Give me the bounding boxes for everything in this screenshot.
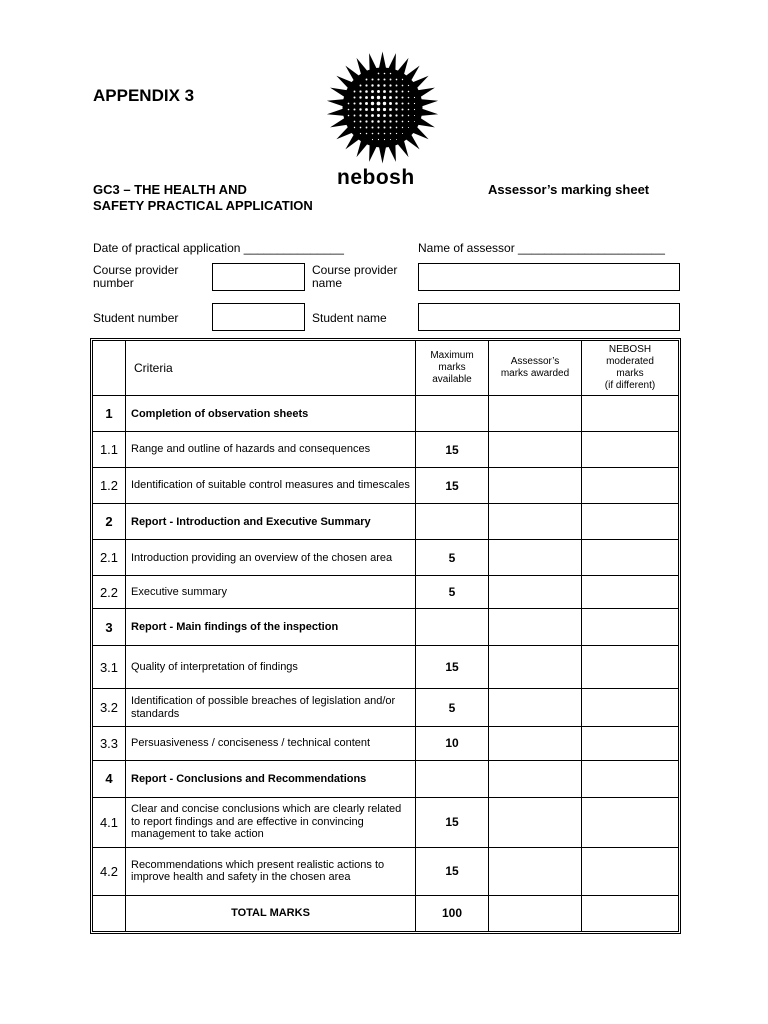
table-row <box>93 432 679 468</box>
row-number: 3.1 <box>93 646 126 689</box>
row-number: 1 <box>93 396 126 432</box>
row-nebosh-marks-cell[interactable] <box>582 797 679 847</box>
assessor-blank-line[interactable]: ______________________ <box>518 241 665 255</box>
header-max-marks <box>416 341 489 396</box>
provider-name-label-line-1: Course provider <box>312 263 398 277</box>
row-assessor-marks-cell[interactable] <box>489 468 582 504</box>
table-row <box>93 396 679 432</box>
row-assessor-marks-cell[interactable] <box>489 504 582 540</box>
header-assessor-line-2: marks awarded <box>500 368 570 380</box>
table-row <box>93 576 679 609</box>
row-max-marks: 15 <box>416 432 489 468</box>
header-max-line-3: available <box>432 374 472 386</box>
row-nebosh-marks-cell[interactable] <box>582 847 679 895</box>
provider-number-label-line-2: number <box>93 276 134 290</box>
table-row <box>93 504 679 540</box>
course-title <box>93 182 313 214</box>
table-row <box>93 609 679 646</box>
course-title-line-2: SAFETY PRACTICAL APPLICATION <box>93 198 313 213</box>
table-row <box>93 797 679 847</box>
row-assessor-marks-cell[interactable] <box>489 576 582 609</box>
row-nebosh-marks-cell[interactable] <box>582 726 679 760</box>
table-row <box>93 760 679 797</box>
row-number: 3 <box>93 609 126 646</box>
total-assessor-marks-cell[interactable] <box>489 895 582 931</box>
course-title-line-1: GC3 – THE HEALTH AND <box>93 182 247 197</box>
row-assessor-marks-cell[interactable] <box>489 797 582 847</box>
row-criteria: Range and outline of hazards and consequences <box>126 432 416 468</box>
table-row <box>93 726 679 760</box>
row-number: 2.1 <box>93 540 126 576</box>
row-assessor-marks-cell[interactable] <box>489 396 582 432</box>
row-nebosh-marks-cell[interactable] <box>582 609 679 646</box>
row-max-marks: 10 <box>416 726 489 760</box>
row-assessor-marks-cell[interactable] <box>489 726 582 760</box>
header-criteria: Criteria <box>126 341 416 396</box>
row-criteria: Recommendations which present realistic actions to improve health and safety in the chosen area <box>126 847 416 895</box>
row-criteria: Identification of possible breaches of legislation and/or standards <box>126 689 416 726</box>
row-number: 2 <box>93 504 126 540</box>
header-number-cell <box>93 341 126 396</box>
student-name-label: Student name <box>312 311 387 325</box>
row-criteria: Report - Main findings of the inspection <box>126 609 416 646</box>
row-max-marks <box>416 609 489 646</box>
row-assessor-marks-cell[interactable] <box>489 847 582 895</box>
date-field[interactable] <box>93 241 344 255</box>
brand-wordmark: nebosh <box>337 166 415 189</box>
provider-name-label <box>312 264 397 290</box>
row-assessor-marks-cell[interactable] <box>489 689 582 726</box>
date-blank-line[interactable]: _______________ <box>243 241 344 255</box>
sheet-title: Assessor’s marking sheet <box>488 182 650 197</box>
date-label: Date of practical application <box>93 241 241 255</box>
row-criteria: Report - Introduction and Executive Summary <box>126 504 416 540</box>
provider-number-label-line-1: Course provider <box>93 263 179 277</box>
row-assessor-marks-cell[interactable] <box>489 432 582 468</box>
row-nebosh-marks-cell[interactable] <box>582 396 679 432</box>
row-criteria: Introduction providing an overview of the chosen area <box>126 540 416 576</box>
row-number: 4.2 <box>93 847 126 895</box>
assessor-field[interactable] <box>418 241 665 255</box>
row-criteria: Completion of observation sheets <box>126 396 416 432</box>
row-nebosh-marks-cell[interactable] <box>582 576 679 609</box>
row-max-marks: 15 <box>416 468 489 504</box>
row-max-marks <box>416 760 489 797</box>
header-max-line-2: marks <box>438 362 466 374</box>
row-assessor-marks-cell[interactable] <box>489 540 582 576</box>
provider-number-box[interactable] <box>212 263 305 291</box>
row-nebosh-marks-cell[interactable] <box>582 504 679 540</box>
row-number: 4.1 <box>93 797 126 847</box>
row-max-marks: 15 <box>416 797 489 847</box>
provider-name-box[interactable] <box>418 263 680 291</box>
student-number-label: Student number <box>93 311 179 325</box>
row-max-marks <box>416 396 489 432</box>
header-assessor-line-1: Assessor’s <box>510 356 560 368</box>
total-max-marks: 100 <box>416 895 489 931</box>
row-criteria: Report - Conclusions and Recommendations <box>126 760 416 797</box>
appendix-title: APPENDIX 3 <box>93 86 195 105</box>
nebosh-sunburst-logo <box>325 50 440 165</box>
row-criteria: Clear and concise conclusions which are clearly related to report findings and are effective in convincing management to take action <box>126 797 416 847</box>
row-nebosh-marks-cell[interactable] <box>582 646 679 689</box>
row-number: 2.2 <box>93 576 126 609</box>
row-number: 4 <box>93 760 126 797</box>
header-nebosh-line-2: moderated <box>606 356 654 368</box>
total-row <box>93 895 679 931</box>
row-max-marks: 5 <box>416 576 489 609</box>
header-nebosh-marks <box>582 341 679 396</box>
row-criteria: Quality of interpretation of findings <box>126 646 416 689</box>
table-row <box>93 646 679 689</box>
table-row <box>93 540 679 576</box>
row-number: 1.1 <box>93 432 126 468</box>
table-row <box>93 468 679 504</box>
row-max-marks <box>416 504 489 540</box>
table-header-row <box>93 341 679 396</box>
row-assessor-marks-cell[interactable] <box>489 646 582 689</box>
student-number-box[interactable] <box>212 303 305 331</box>
assessor-label: Name of assessor <box>418 241 515 255</box>
row-criteria: Persuasiveness / conciseness / technical content <box>126 726 416 760</box>
row-max-marks: 5 <box>416 540 489 576</box>
row-number: 3.3 <box>93 726 126 760</box>
table-row <box>93 847 679 895</box>
row-assessor-marks-cell[interactable] <box>489 760 582 797</box>
row-nebosh-marks-cell[interactable] <box>582 760 679 797</box>
table-row <box>93 689 679 726</box>
row-nebosh-marks-cell[interactable] <box>582 689 679 726</box>
header-assessor-marks <box>489 341 582 396</box>
row-number: 3.2 <box>93 689 126 726</box>
row-max-marks: 15 <box>416 646 489 689</box>
header-nebosh-line-4: (if different) <box>604 380 656 392</box>
row-nebosh-marks-cell[interactable] <box>582 468 679 504</box>
header-nebosh-line-3: marks <box>616 368 644 380</box>
row-criteria: Identification of suitable control measures and timescales <box>126 468 416 504</box>
criteria-table <box>92 340 679 932</box>
total-number-cell <box>93 895 126 931</box>
row-number: 1.2 <box>93 468 126 504</box>
header-nebosh-line-1: NEBOSH <box>608 344 652 356</box>
provider-name-label-line-2: name <box>312 276 343 290</box>
row-criteria: Executive summary <box>126 576 416 609</box>
row-max-marks: 5 <box>416 689 489 726</box>
row-nebosh-marks-cell[interactable] <box>582 432 679 468</box>
row-max-marks: 15 <box>416 847 489 895</box>
total-nebosh-marks-cell[interactable] <box>582 895 679 931</box>
row-nebosh-marks-cell[interactable] <box>582 540 679 576</box>
student-name-box[interactable] <box>418 303 680 331</box>
header-max-line-1: Maximum <box>430 350 474 362</box>
total-marks-label: TOTAL MARKS <box>126 895 416 931</box>
provider-number-label <box>93 264 178 290</box>
row-assessor-marks-cell[interactable] <box>489 609 582 646</box>
